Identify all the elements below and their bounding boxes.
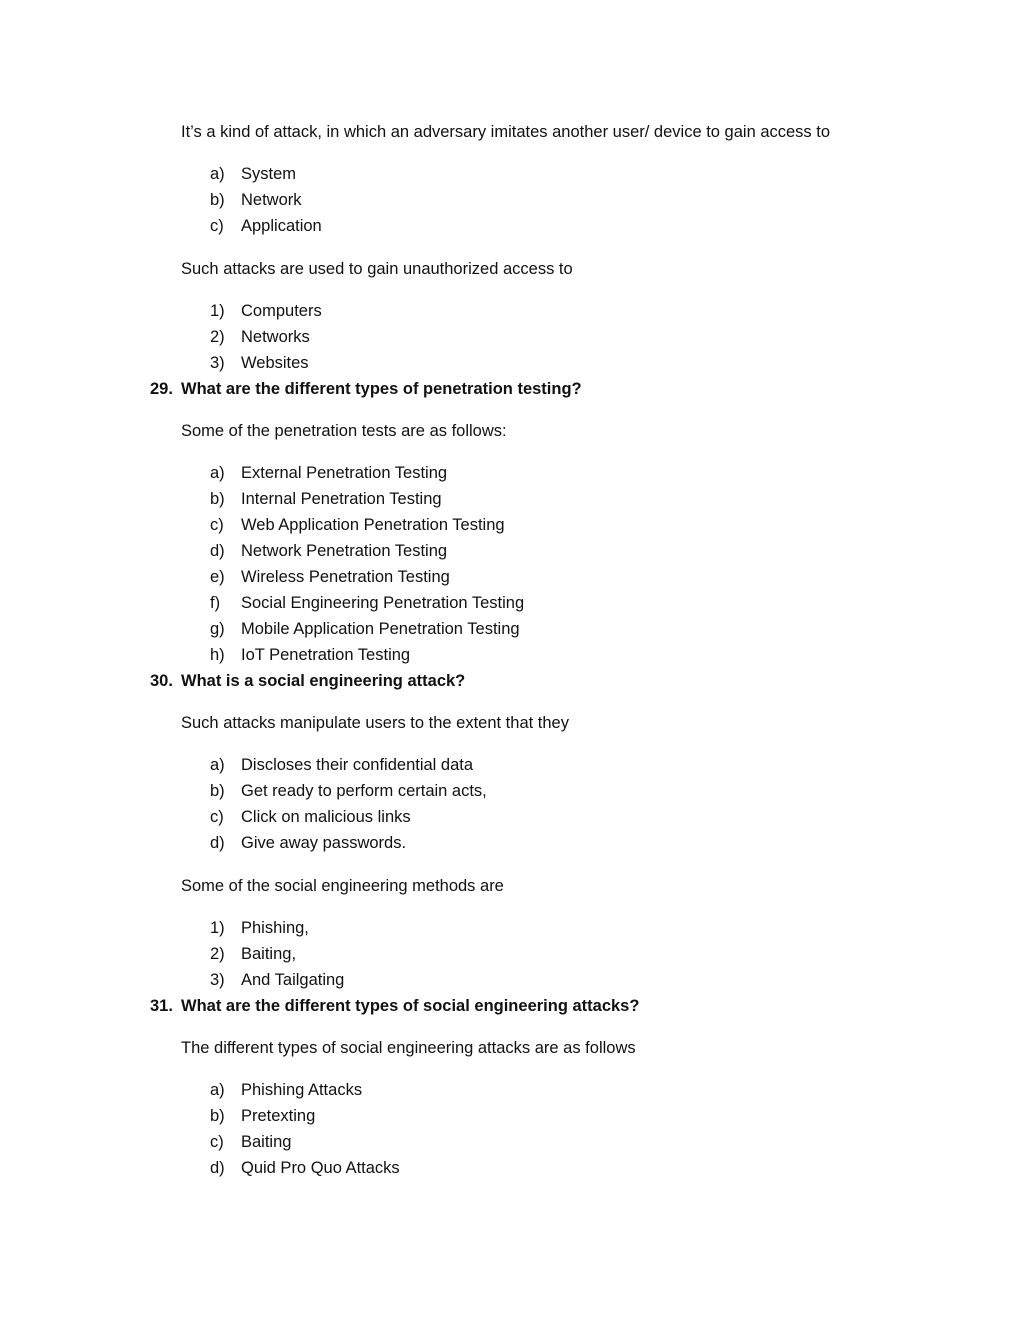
list-item-text: Network <box>241 191 302 209</box>
list-item-text: Social Engineering Penetration Testing <box>241 594 525 612</box>
list-item-text: Mobile Application Penetration Testing <box>241 620 520 638</box>
list-marker: 1) <box>210 302 225 320</box>
question-text: What are the different types of penetration testing? <box>181 380 582 398</box>
intro-paragraph-2: Such attacks are used to gain unauthorized access to <box>181 260 573 278</box>
q29-paragraph: Some of the penetration tests are as follows: <box>181 422 507 440</box>
list-item-text: System <box>241 165 297 183</box>
list-marker: c) <box>210 516 224 534</box>
list-marker: a) <box>210 756 225 774</box>
list-marker: a) <box>210 464 225 482</box>
list-item-text: Websites <box>241 354 309 372</box>
list-item-text: Networks <box>241 328 310 346</box>
question-30-heading <box>0 671 1024 691</box>
list-marker: f) <box>210 594 221 612</box>
list-item-text: Pretexting <box>241 1107 316 1125</box>
list-item-text: Discloses their confidential data <box>241 756 474 774</box>
list-marker: a) <box>210 1081 225 1099</box>
question-number: 31. <box>150 997 173 1015</box>
list-item-text: Computers <box>241 302 322 320</box>
list-marker: b) <box>210 191 225 209</box>
list-marker: 3) <box>210 354 225 372</box>
list-marker: 2) <box>210 328 225 346</box>
list-marker: 2) <box>210 945 225 963</box>
list-marker: a) <box>210 165 225 183</box>
list-item-text: Network Penetration Testing <box>241 542 448 560</box>
list-marker: b) <box>210 1107 225 1125</box>
list-marker: b) <box>210 490 225 508</box>
list-item-text: External Penetration Testing <box>241 464 448 482</box>
list-marker: c) <box>210 1133 224 1151</box>
list-marker: h) <box>210 646 225 664</box>
list-marker: e) <box>210 568 225 586</box>
list-item-text: Click on malicious links <box>241 808 411 826</box>
list-item-text: And Tailgating <box>241 971 345 989</box>
list-item-text: Internal Penetration Testing <box>241 490 442 508</box>
list-marker: b) <box>210 782 225 800</box>
list-item-text: Application <box>241 217 322 235</box>
q30-paragraph-2: Some of the social engineering methods are <box>181 877 504 895</box>
list-item-text: Baiting <box>241 1133 292 1151</box>
question-29-heading <box>0 379 1024 399</box>
list-marker: 3) <box>210 971 225 989</box>
list-marker: d) <box>210 834 225 852</box>
q30-paragraph: Such attacks manipulate users to the extent that they <box>181 714 569 732</box>
list-item-text: Give away passwords. <box>241 834 407 852</box>
q31-paragraph: The different types of social engineering attacks are as follows <box>181 1039 636 1057</box>
list-item-text: Get ready to perform certain acts, <box>241 782 487 800</box>
intro-paragraph: It’s a kind of attack, in which an adversary imitates another user/ device to gain access to <box>181 123 831 141</box>
list-item-text: Web Application Penetration Testing <box>241 516 505 534</box>
list-item-text: Baiting, <box>241 945 297 963</box>
list-marker: 1) <box>210 919 225 937</box>
list-marker: d) <box>210 1159 225 1177</box>
list-item-text: Phishing, <box>241 919 309 937</box>
question-number: 30. <box>150 672 173 690</box>
list-item-text: Quid Pro Quo Attacks <box>241 1159 400 1177</box>
list-marker: g) <box>210 620 225 638</box>
question-number: 29. <box>150 380 173 398</box>
question-text: What is a social engineering attack? <box>181 672 466 690</box>
list-item-text: Phishing Attacks <box>241 1081 363 1099</box>
list-item-text: IoT Penetration Testing <box>241 646 411 664</box>
question-text: What are the different types of social engineering attacks? <box>181 997 640 1015</box>
list-marker: c) <box>210 217 224 235</box>
list-marker: d) <box>210 542 225 560</box>
question-31-heading <box>0 996 1024 1016</box>
list-item-text: Wireless Penetration Testing <box>241 568 450 586</box>
list-marker: c) <box>210 808 224 826</box>
